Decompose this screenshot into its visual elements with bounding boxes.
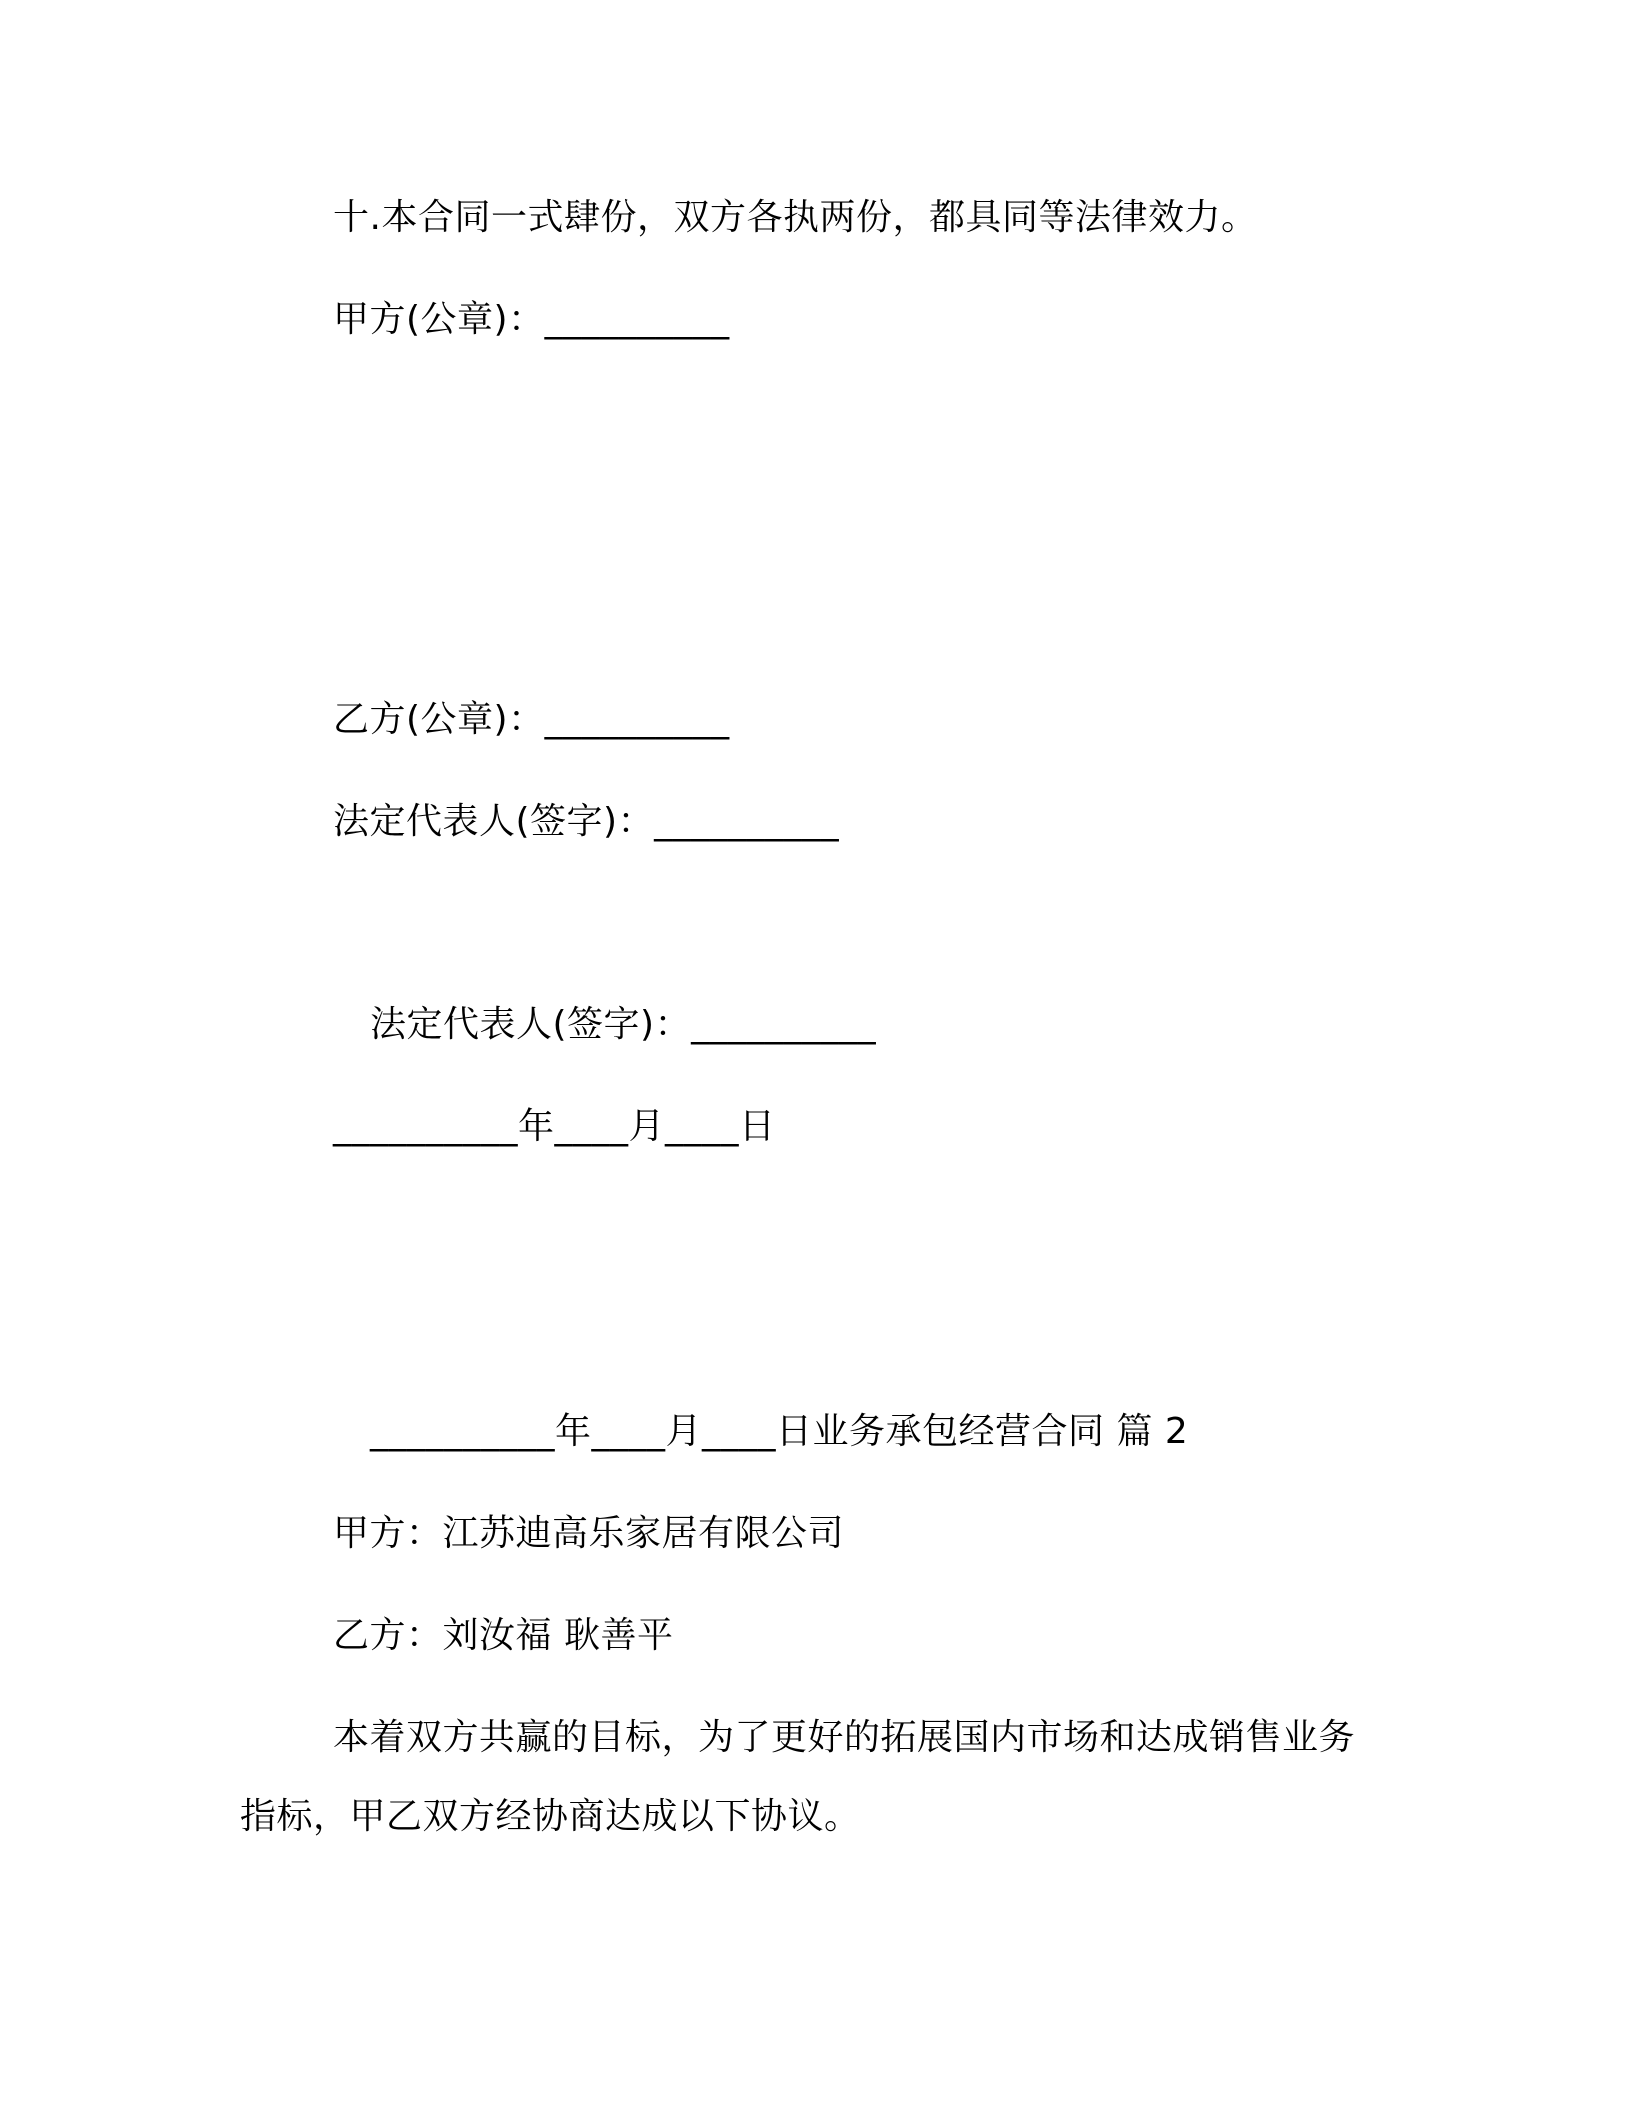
party-a-seal-line: 甲方(公章)：__________ [333,299,730,340]
legal-rep-signature-line-2: 法定代表人(签字)：__________ [370,1004,877,1045]
date-line: __________年____月____日 [333,1106,776,1147]
party-b-name: 乙方：刘汝福 耿善平 [333,1615,674,1656]
clause-ten: 十.本合同一式肆份，双方各执两份，都具同等法律效力。 [333,197,1258,238]
preamble-line-1: 本着双方共赢的目标，为了更好的拓展国内市场和达成销售业务 [333,1717,1356,1758]
party-a-name: 甲方：江苏迪高乐家居有限公司 [333,1513,845,1554]
legal-rep-signature-line-1: 法定代表人(签字)：__________ [333,801,840,842]
preamble-line-2: 指标，甲乙双方经协商达成以下协议。 [240,1796,861,1837]
party-b-seal-line: 乙方(公章)：__________ [333,699,730,740]
contract-title: __________年____月____日业务承包经营合同 篇 2 [370,1411,1189,1452]
